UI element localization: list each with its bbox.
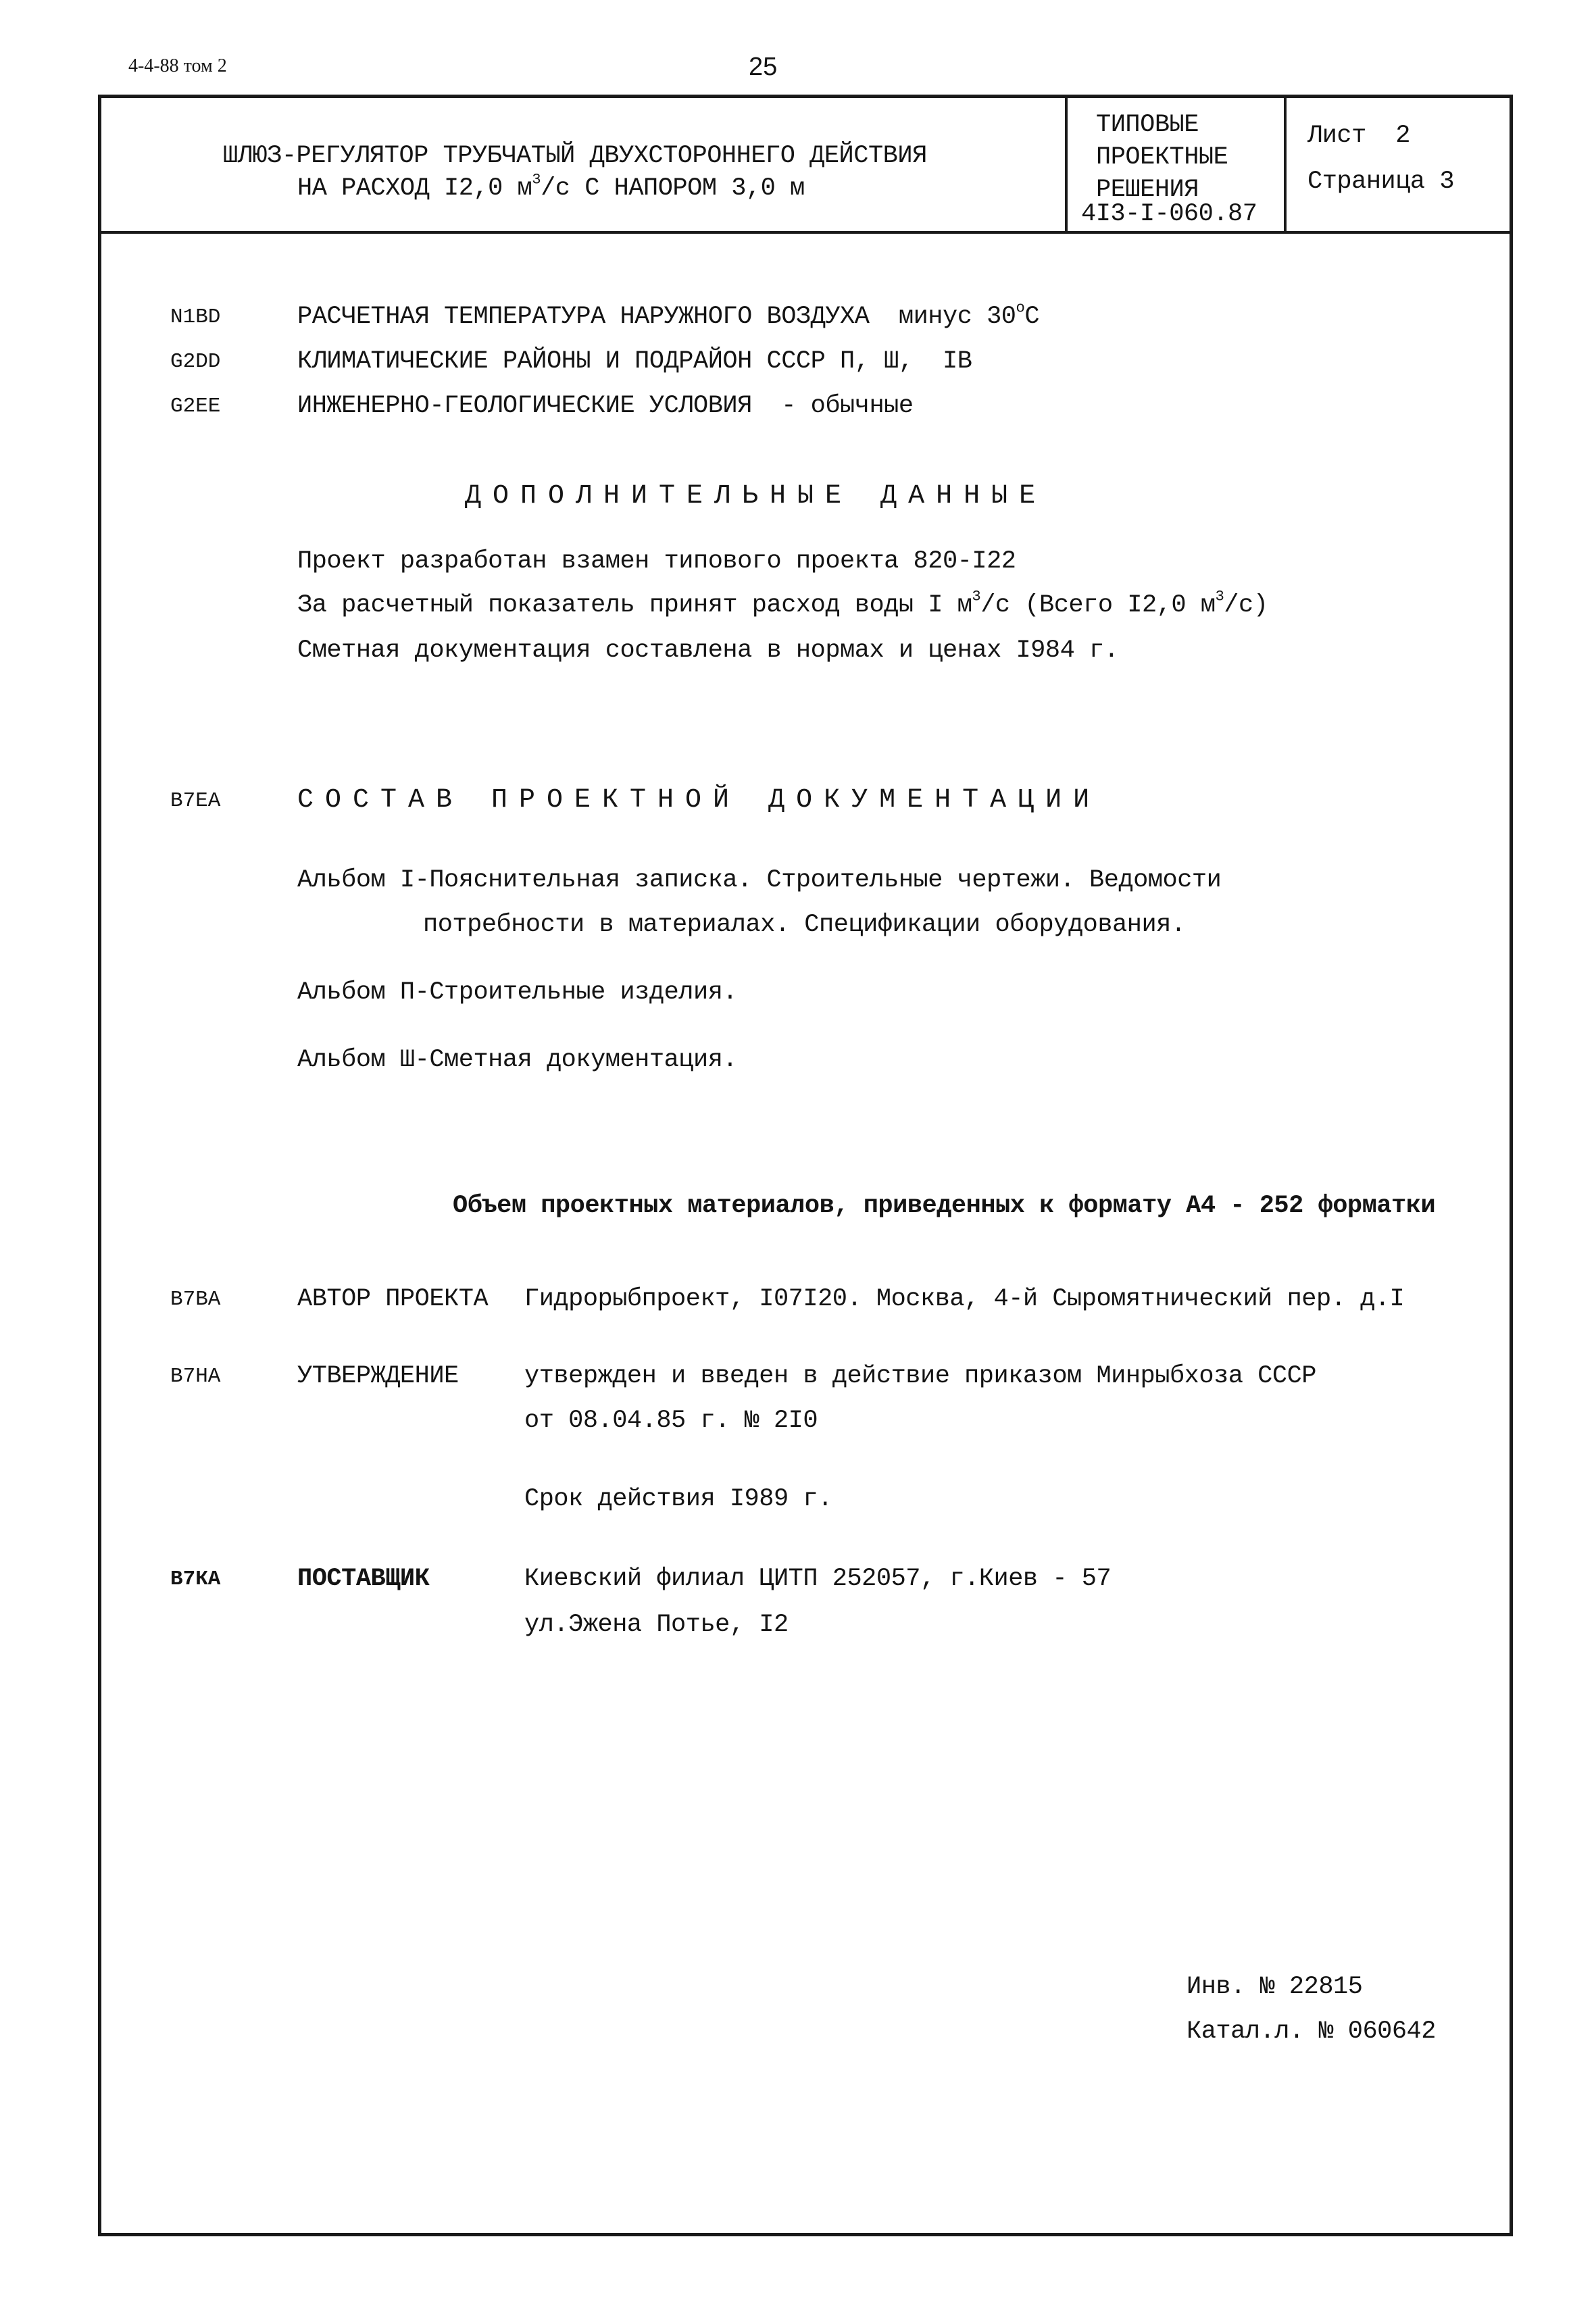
- stamp-divider: [98, 231, 1513, 234]
- author-text: Гидрорыбпроект, I07I20. Москва, 4-й Сыромятнический пер. д.I: [524, 1285, 1405, 1313]
- param-code-3: G2EE: [170, 395, 221, 418]
- param-3: ИНЖЕНЕРНО-ГЕОЛОГИЧЕСКИЕ УСЛОВИЯ - обычные: [297, 392, 914, 420]
- approval-line2: от 08.04.85 г. № 2I0: [524, 1407, 818, 1435]
- additional-line1: Проект разработан взамен типового проекта 820-I22: [297, 547, 1016, 576]
- inventory-number: Инв. № 22815: [1187, 1973, 1363, 2001]
- additional-line2: За расчетный показатель принят расход воды I $м^3/с$ (Всего I2,0 $м^3/с$): [297, 588, 1268, 620]
- volume-line: Объем проектных материалов, приведенных к формату А4 - 252 форматки: [453, 1192, 1436, 1220]
- stamp-title-line2: НА РАСХОД I2,0 $м^3/с$ С НАПОРОМ 3,0 м: [297, 171, 805, 203]
- sheet-line: Лист 2: [1307, 122, 1410, 150]
- stamp-title-line1: ШЛЮЗ-РЕГУЛЯТОР ТРУБЧАТЫЙ ДВУХСТОРОННЕГО ДЕЙСТВИЯ: [223, 142, 927, 170]
- album2: Альбом П-Строительные изделия.: [297, 978, 738, 1007]
- composition-code: В7ЕА: [170, 789, 221, 813]
- tpr-line3: РЕШЕНИЯ: [1096, 176, 1199, 204]
- album1-line1: Альбом I-Пояснительная записка. Строительные чертежи. Ведомости: [297, 866, 1222, 895]
- tpr-code: 4I3-I-060.87: [1081, 200, 1257, 228]
- tpr-line2: ПРОЕКТНЫЕ: [1096, 143, 1228, 172]
- param-2: КЛИМАТИЧЕСКИЕ РАЙОНЫ И ПОДРАЙОН СССР П, Ш, IВ: [297, 347, 972, 376]
- param-code-2: G2DD: [170, 350, 221, 374]
- author-label: АВТОР ПРОЕКТА: [297, 1285, 489, 1313]
- album3: Альбом Ш-Сметная документация.: [297, 1046, 738, 1074]
- supplier-line1: Киевский филиал ЦИТП 252057, г.Киев - 57: [524, 1565, 1112, 1593]
- page-line: Страница 3: [1307, 168, 1455, 196]
- album1-line2: потребности в материалах. Спецификации оборудования.: [423, 911, 1186, 939]
- approval-code: В7НА: [170, 1365, 221, 1388]
- validity-line: Срок действия I989 г.: [524, 1485, 832, 1513]
- stamp-divider-1: [1065, 95, 1068, 232]
- approval-line1: утвержден и введен в действие приказом Минрыбхоза СССР: [524, 1362, 1316, 1390]
- tpr-line1: ТИПОВЫЕ: [1096, 111, 1199, 139]
- param-code-1: N1BD: [170, 305, 221, 329]
- additional-heading: ДОПОЛНИТЕЛЬНЫЕ ДАННЫЕ: [465, 481, 1047, 511]
- catalog-number: Катал.л. № 060642: [1187, 2017, 1436, 2046]
- page-number: 25: [749, 53, 778, 81]
- param-1: РАСЧЕТНАЯ ТЕМПЕРАТУРА НАРУЖНОГО ВОЗДУХА минус $30^оС$: [297, 299, 1040, 331]
- author-code: В7ВА: [170, 1288, 221, 1311]
- supplier-code: В7КА: [170, 1567, 221, 1591]
- approval-label: УТВЕРЖДЕНИЕ: [297, 1362, 459, 1390]
- additional-line3: Сметная документация составлена в нормах и ценах I984 г.: [297, 636, 1119, 665]
- composition-heading: СОСТАВ ПРОЕКТНОЙ ДОКУМЕНТАЦИИ: [297, 785, 1101, 815]
- series-label: 4-4-88 том 2: [128, 55, 227, 76]
- supplier-line2: ул.Эжена Потье, I2: [524, 1611, 789, 1639]
- supplier-label: ПОСТАВЩИК: [297, 1565, 430, 1593]
- stamp-divider-2: [1284, 95, 1287, 232]
